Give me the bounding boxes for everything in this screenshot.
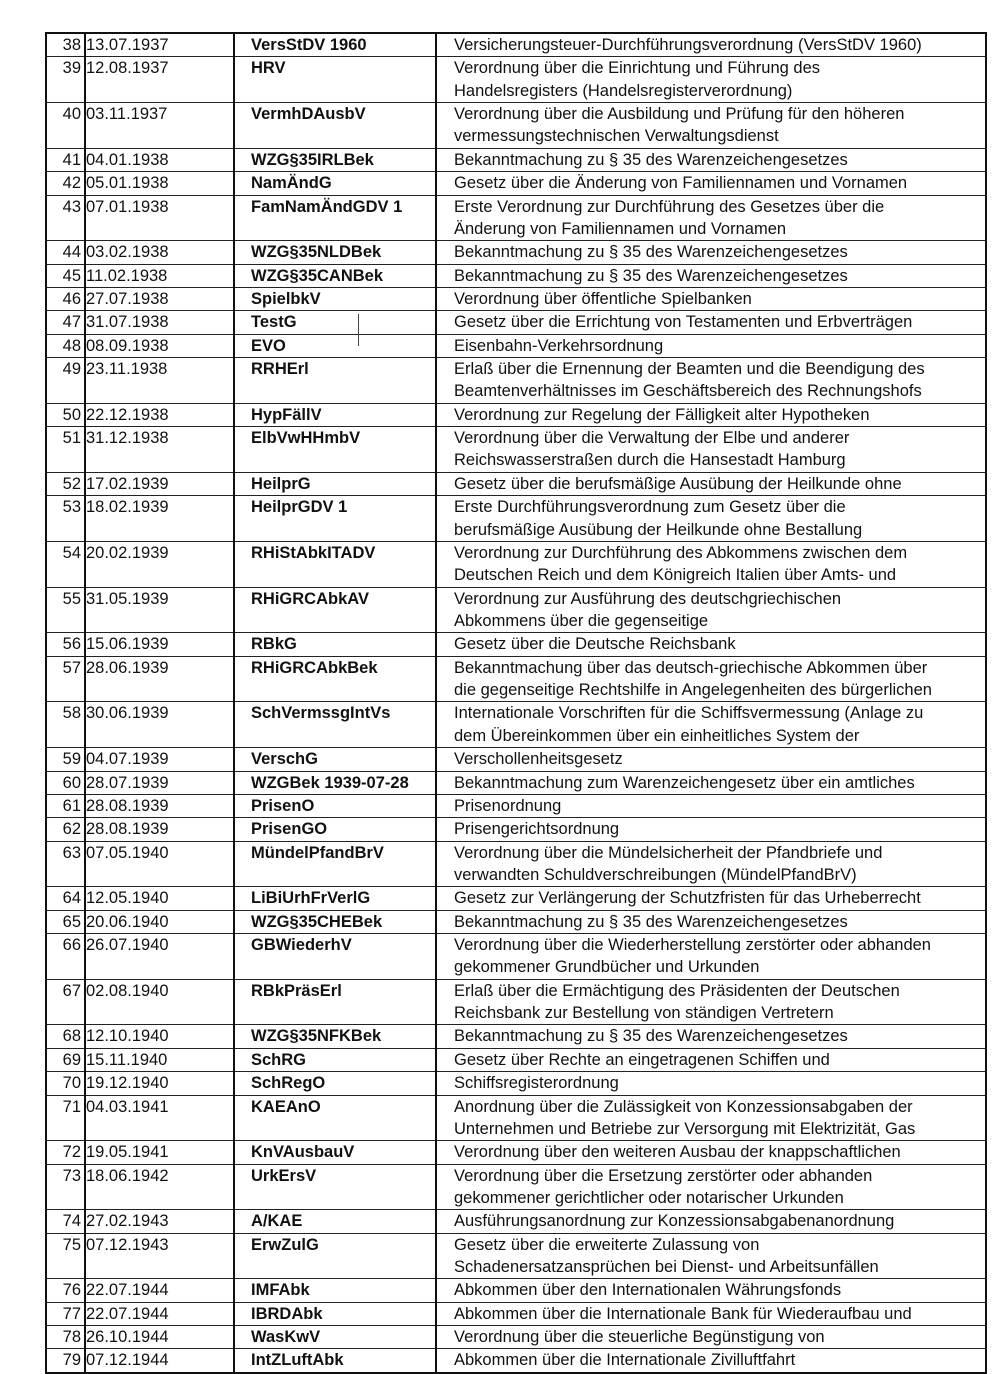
row-title-line: Ausführungsanordnung zur Konzessionsabgabenanordnung — [454, 1212, 895, 1231]
table-row — [46, 1048, 986, 1071]
row-title-line: Prisengerichtsordnung — [454, 820, 620, 839]
row-abbreviation: A/KAE — [234, 1210, 436, 1233]
row-title — [436, 472, 986, 495]
table-row — [46, 287, 986, 310]
row-date: 04.07.1939 — [85, 748, 234, 771]
row-date: 22.07.1944 — [85, 1302, 234, 1325]
row-title-line: Verordnung über die steuerliche Begünstigung von — [454, 1328, 825, 1347]
row-abbreviation: MündelPfandBrV — [234, 841, 436, 887]
row-title — [436, 148, 986, 171]
row-title — [436, 910, 986, 933]
row-title — [436, 33, 986, 57]
row-date: 26.10.1944 — [85, 1326, 234, 1349]
table-row — [46, 1233, 986, 1279]
row-title-line: Abkommens über die gegenseitige — [454, 611, 709, 630]
row-number: 46 — [46, 287, 85, 310]
table-row — [46, 358, 986, 404]
row-title — [436, 702, 986, 748]
row-title — [436, 1233, 986, 1279]
row-title-line: die gegenseitige Rechtshilfe in Angelegenheiten des bürgerlichen — [454, 681, 932, 700]
row-title — [436, 1349, 986, 1373]
row-title-line: Verordnung zur Regelung der Fälligkeit alter Hypotheken — [454, 405, 870, 424]
row-date: 31.07.1938 — [85, 311, 234, 334]
row-abbreviation: KAEAnO — [234, 1095, 436, 1141]
row-title-line: Deutschen Reich und dem Königreich Italien über Amts- und — [454, 566, 897, 585]
row-abbreviation: UrkErsV — [234, 1164, 436, 1210]
table-row — [46, 496, 986, 542]
row-title — [436, 1025, 986, 1048]
row-abbreviation: WZG§35CANBek — [234, 264, 436, 287]
row-date: 08.09.1938 — [85, 334, 234, 357]
table-row — [46, 748, 986, 771]
row-title-line: Verordnung zur Durchführung des Abkommens zwischen dem — [454, 543, 908, 562]
row-title-line: Verordnung über die Ausbildung und Prüfung für den höheren — [454, 105, 905, 124]
row-title — [436, 1048, 986, 1071]
row-title-line: Gesetz über die erweiterte Zulassung von — [454, 1235, 760, 1254]
row-number: 40 — [46, 103, 85, 149]
row-number: 58 — [46, 702, 85, 748]
row-number: 56 — [46, 633, 85, 656]
row-number: 75 — [46, 1233, 85, 1279]
row-abbreviation: RHiGRCAbkAV — [234, 587, 436, 633]
row-title — [436, 1210, 986, 1233]
row-number: 62 — [46, 818, 85, 841]
row-title-line: Reichswasserstraßen durch die Hansestadt Hamburg — [454, 451, 846, 470]
row-date: 19.05.1941 — [85, 1141, 234, 1164]
row-title — [436, 264, 986, 287]
row-title-line: berufsmäßige Ausübung der Heilkunde ohne Bestallung — [454, 520, 863, 539]
row-abbreviation: LiBiUrhFrVerlG — [234, 887, 436, 910]
row-number: 77 — [46, 1302, 85, 1325]
row-number: 54 — [46, 541, 85, 587]
row-abbreviation: TestG — [234, 311, 436, 334]
row-abbreviation: GBWiederhV — [234, 934, 436, 980]
table-body — [46, 33, 986, 1373]
row-abbreviation: HeilprGDV 1 — [234, 496, 436, 542]
row-title-line: Eisenbahn-Verkehrsordnung — [454, 336, 664, 355]
row-title — [436, 358, 986, 404]
row-date: 27.07.1938 — [85, 287, 234, 310]
row-title — [436, 748, 986, 771]
row-abbreviation: RBkG — [234, 633, 436, 656]
row-title-line: Erste Durchführungsverordnung zum Gesetz über die — [454, 498, 846, 517]
row-number: 73 — [46, 1164, 85, 1210]
row-abbreviation: VermhDAusbV — [234, 103, 436, 149]
table-row — [46, 702, 986, 748]
row-title — [436, 633, 986, 656]
row-abbreviation: VersStDV 1960 — [234, 33, 436, 57]
row-title — [436, 656, 986, 702]
row-number: 59 — [46, 748, 85, 771]
row-title — [436, 103, 986, 149]
row-date: 13.07.1937 — [85, 33, 234, 57]
row-date: 28.08.1939 — [85, 818, 234, 841]
row-title-line: Verordnung über die Einrichtung und Führung des — [454, 59, 821, 78]
row-title-line: Schadenersatzansprüchen bei Dienst- und Arbeitsunfällen — [454, 1258, 879, 1277]
row-abbreviation: RRHErl — [234, 358, 436, 404]
row-title — [436, 241, 986, 264]
row-date: 12.08.1937 — [85, 57, 234, 103]
row-title — [436, 496, 986, 542]
row-title-line: Handelsregisters (Handelsregisterverordnung) — [454, 81, 793, 100]
row-date: 28.06.1939 — [85, 656, 234, 702]
row-date: 03.11.1937 — [85, 103, 234, 149]
table-row — [46, 103, 986, 149]
row-title — [436, 979, 986, 1025]
row-date: 07.12.1944 — [85, 1349, 234, 1373]
row-title-line: gekommener gerichtlicher oder notarischer Urkunden — [454, 1188, 844, 1207]
row-title — [436, 1141, 986, 1164]
row-number: 49 — [46, 358, 85, 404]
row-abbreviation: SchVermssgIntVs — [234, 702, 436, 748]
row-title-line: gekommener Grundbücher und Urkunden — [454, 958, 760, 977]
row-title-line: Verordnung über den weiteren Ausbau der knappschaftlichen — [454, 1143, 901, 1162]
row-number: 67 — [46, 979, 85, 1025]
table-row — [46, 910, 986, 933]
table-row — [46, 818, 986, 841]
row-date: 03.02.1938 — [85, 241, 234, 264]
table-row — [46, 241, 986, 264]
row-number: 79 — [46, 1349, 85, 1373]
row-abbreviation: VerschG — [234, 748, 436, 771]
row-title-line: Bekanntmachung zu § 35 des Warenzeichengesetzes — [454, 243, 848, 262]
row-title-line: Schiffsregisterordnung — [454, 1074, 619, 1093]
row-date: 28.07.1939 — [85, 771, 234, 794]
row-number: 45 — [46, 264, 85, 287]
row-title-line: Prisenordnung — [454, 796, 562, 815]
row-date: 20.02.1939 — [85, 541, 234, 587]
row-title — [436, 771, 986, 794]
row-abbreviation: WZG§35IRLBek — [234, 148, 436, 171]
row-date: 27.02.1943 — [85, 1210, 234, 1233]
row-date: 05.01.1938 — [85, 172, 234, 195]
row-title-line: Änderung von Familiennamen und Vornamen — [454, 219, 787, 238]
table-row — [46, 1326, 986, 1349]
row-abbreviation: SchRegO — [234, 1072, 436, 1095]
row-title — [436, 311, 986, 334]
row-date: 26.07.1940 — [85, 934, 234, 980]
row-number: 72 — [46, 1141, 85, 1164]
row-abbreviation: RHiStAbkITADV — [234, 541, 436, 587]
row-number: 74 — [46, 1210, 85, 1233]
table-row — [46, 1072, 986, 1095]
row-date: 02.08.1940 — [85, 979, 234, 1025]
row-number: 55 — [46, 587, 85, 633]
row-date: 22.12.1938 — [85, 403, 234, 426]
row-abbreviation: WZGBek 1939-07-28 — [234, 771, 436, 794]
row-title-line: Gesetz über die Errichtung von Testamenten und Erbverträgen — [454, 313, 913, 332]
row-title-line: Gesetz zur Verlängerung der Schutzfristen für das Urheberrecht — [454, 889, 921, 908]
row-date: 15.06.1939 — [85, 633, 234, 656]
row-date: 30.06.1939 — [85, 702, 234, 748]
row-title-line: Gesetz über die Deutsche Reichsbank — [454, 635, 736, 654]
row-title — [436, 818, 986, 841]
row-date: 07.12.1943 — [85, 1233, 234, 1279]
row-number: 53 — [46, 496, 85, 542]
row-title-line: Internationale Vorschriften für die Schiffsvermessung (Anlage zu — [454, 704, 924, 723]
row-number: 64 — [46, 887, 85, 910]
row-title — [436, 287, 986, 310]
row-date: 28.08.1939 — [85, 794, 234, 817]
row-number: 65 — [46, 910, 85, 933]
table-row — [46, 794, 986, 817]
table-row — [46, 1279, 986, 1302]
table-row — [46, 587, 986, 633]
row-title-line: Verordnung über die Verwaltung der Elbe und anderer — [454, 429, 850, 448]
table-row — [46, 1210, 986, 1233]
scan-artifact-line — [358, 314, 359, 346]
table-row — [46, 541, 986, 587]
row-abbreviation: WZG§35CHEBek — [234, 910, 436, 933]
row-title-line: Bekanntmachung zu § 35 des Warenzeichengesetzes — [454, 1027, 848, 1046]
row-title — [436, 57, 986, 103]
row-title-line: dem Übereinkommen über ein einheitliches System der — [454, 726, 860, 745]
row-abbreviation: NamÄndG — [234, 172, 436, 195]
legislation-table — [45, 32, 987, 1374]
row-date: 12.10.1940 — [85, 1025, 234, 1048]
row-title-line: Abkommen über den Internationalen Währungsfonds — [454, 1281, 842, 1300]
row-title — [436, 541, 986, 587]
table-row — [46, 1164, 986, 1210]
row-date: 15.11.1940 — [85, 1048, 234, 1071]
row-abbreviation: HRV — [234, 57, 436, 103]
row-title-line: Gesetz über Rechte an eingetragenen Schiffen und — [454, 1050, 830, 1069]
row-date: 04.03.1941 — [85, 1095, 234, 1141]
row-date: 31.05.1939 — [85, 587, 234, 633]
row-abbreviation: IntZLuftAbk — [234, 1349, 436, 1373]
table-row — [46, 656, 986, 702]
row-title-line: Verordnung über die Ersetzung zerstörter oder abhanden — [454, 1166, 873, 1185]
row-abbreviation: KnVAusbauV — [234, 1141, 436, 1164]
row-title — [436, 403, 986, 426]
table-row — [46, 334, 986, 357]
row-number: 66 — [46, 934, 85, 980]
row-title — [436, 427, 986, 473]
row-abbreviation: RHiGRCAbkBek — [234, 656, 436, 702]
row-number: 50 — [46, 403, 85, 426]
table-row — [46, 841, 986, 887]
row-date: 07.01.1938 — [85, 195, 234, 241]
row-date: 18.06.1942 — [85, 1164, 234, 1210]
row-number: 43 — [46, 195, 85, 241]
table-row — [46, 979, 986, 1025]
row-number: 47 — [46, 311, 85, 334]
row-date: 22.07.1944 — [85, 1279, 234, 1302]
row-title-line: Erlaß über die Ermächtigung des Präsidenten der Deutschen — [454, 981, 900, 1000]
row-title-line: Gesetz über die Änderung von Familiennamen und Vornamen — [454, 174, 908, 193]
table-row — [46, 403, 986, 426]
row-title-line: Verordnung über öffentliche Spielbanken — [454, 289, 752, 308]
row-number: 39 — [46, 57, 85, 103]
row-number: 44 — [46, 241, 85, 264]
row-title — [436, 1095, 986, 1141]
table-row — [46, 148, 986, 171]
row-abbreviation: PrisenO — [234, 794, 436, 817]
row-date: 12.05.1940 — [85, 887, 234, 910]
row-number: 41 — [46, 148, 85, 171]
table-row — [46, 934, 986, 980]
table-row — [46, 195, 986, 241]
row-number: 38 — [46, 33, 85, 57]
row-title-line: Verordnung zur Ausführung des deutschgriechischen — [454, 589, 842, 608]
row-title — [436, 1072, 986, 1095]
row-title-line: Unternehmen und Betriebe zur Versorgung mit Elektrizität, Gas — [454, 1119, 916, 1138]
row-number: 52 — [46, 472, 85, 495]
row-title-line: Bekanntmachung zu § 35 des Warenzeichengesetzes — [454, 266, 848, 285]
table-row — [46, 311, 986, 334]
table-row — [46, 172, 986, 195]
table-row — [46, 33, 986, 57]
row-number: 71 — [46, 1095, 85, 1141]
row-abbreviation: RBkPräsErl — [234, 979, 436, 1025]
row-abbreviation: EVO — [234, 334, 436, 357]
row-number: 76 — [46, 1279, 85, 1302]
row-title — [436, 1326, 986, 1349]
table-row — [46, 427, 986, 473]
row-abbreviation: WZG§35NLDBek — [234, 241, 436, 264]
row-abbreviation: ErwZulG — [234, 1233, 436, 1279]
row-title-line: vermessungstechnischen Verwaltungsdienst — [454, 127, 779, 146]
row-number: 57 — [46, 656, 85, 702]
row-title-line: Reichsbank zur Bestellung von ständigen Vertretern — [454, 1004, 834, 1023]
row-number: 48 — [46, 334, 85, 357]
row-title-line: Bekanntmachung über das deutsch-griechische Abkommen über — [454, 658, 928, 677]
table-row — [46, 1141, 986, 1164]
table-row — [46, 1095, 986, 1141]
row-abbreviation: PrisenGO — [234, 818, 436, 841]
table-row — [46, 1349, 986, 1373]
row-title — [436, 172, 986, 195]
row-abbreviation: FamNamÄndGDV 1 — [234, 195, 436, 241]
row-date: 20.06.1940 — [85, 910, 234, 933]
row-title-line: Erste Verordnung zur Durchführung des Gesetzes über die — [454, 197, 885, 216]
row-abbreviation: ElbVwHHmbV — [234, 427, 436, 473]
row-number: 51 — [46, 427, 85, 473]
row-abbreviation: SchRG — [234, 1048, 436, 1071]
row-title-line: Gesetz über die berufsmäßige Ausübung der Heilkunde ohne — [454, 474, 902, 493]
row-date: 17.02.1939 — [85, 472, 234, 495]
table-row — [46, 472, 986, 495]
row-number: 78 — [46, 1326, 85, 1349]
table-row — [46, 1025, 986, 1048]
table-row — [46, 887, 986, 910]
table-row — [46, 633, 986, 656]
row-title-line: Bekanntmachung zu § 35 des Warenzeichengesetzes — [454, 150, 848, 169]
row-title — [436, 887, 986, 910]
row-title — [436, 841, 986, 887]
row-date: 31.12.1938 — [85, 427, 234, 473]
row-number: 60 — [46, 771, 85, 794]
row-number: 61 — [46, 794, 85, 817]
row-abbreviation: WZG§35NFKBek — [234, 1025, 436, 1048]
row-title-line: Abkommen über die Internationale Zivilluftfahrt — [454, 1351, 796, 1370]
row-title — [436, 1302, 986, 1325]
row-title-line: Anordnung über die Zulässigkeit von Konzessionsabgaben der — [454, 1097, 913, 1116]
row-title-line: verwandten Schuldverschreibungen (MündelPfandBrV) — [454, 865, 857, 884]
row-title-line: Verordnung über die Mündelsicherheit der Pfandbriefe und — [454, 843, 883, 862]
row-date: 11.02.1938 — [85, 264, 234, 287]
row-title — [436, 587, 986, 633]
row-abbreviation: SpielbkV — [234, 287, 436, 310]
row-title — [436, 934, 986, 980]
row-title — [436, 794, 986, 817]
row-date: 19.12.1940 — [85, 1072, 234, 1095]
row-date: 07.05.1940 — [85, 841, 234, 887]
row-abbreviation: IBRDAbk — [234, 1302, 436, 1325]
row-number: 69 — [46, 1048, 85, 1071]
row-number: 42 — [46, 172, 85, 195]
row-title-line: Verordnung über die Wiederherstellung zerstörter oder abhanden — [454, 936, 931, 955]
row-abbreviation: WasKwV — [234, 1326, 436, 1349]
row-title — [436, 334, 986, 357]
row-abbreviation: HeilprG — [234, 472, 436, 495]
row-date: 23.11.1938 — [85, 358, 234, 404]
row-title-line: Verschollenheitsgesetz — [454, 750, 623, 769]
row-number: 68 — [46, 1025, 85, 1048]
row-title-line: Bekanntmachung zu § 35 des Warenzeichengesetzes — [454, 912, 848, 931]
row-title — [436, 1164, 986, 1210]
table-row — [46, 771, 986, 794]
table-row — [46, 57, 986, 103]
row-title-line: Beamtenverhältnisses im Geschäftsbereich des Rechnungshofs — [454, 382, 922, 401]
table-row — [46, 1302, 986, 1325]
row-number: 63 — [46, 841, 85, 887]
row-date: 04.01.1938 — [85, 148, 234, 171]
row-title-line: Bekanntmachung zum Warenzeichengesetz über ein amtliches — [454, 773, 915, 792]
row-title-line: Versicherungsteuer-Durchführungsverordnung (VersStDV 1960) — [454, 36, 922, 54]
row-date: 18.02.1939 — [85, 496, 234, 542]
row-abbreviation: IMFAbk — [234, 1279, 436, 1302]
table-row — [46, 264, 986, 287]
row-title — [436, 195, 986, 241]
row-abbreviation: HypFällV — [234, 403, 436, 426]
row-title-line: Abkommen über die Internationale Bank für Wiederaufbau und — [454, 1304, 912, 1323]
row-number: 70 — [46, 1072, 85, 1095]
row-title — [436, 1279, 986, 1302]
row-title-line: Erlaß über die Ernennung der Beamten und die Beendigung des — [454, 360, 925, 379]
